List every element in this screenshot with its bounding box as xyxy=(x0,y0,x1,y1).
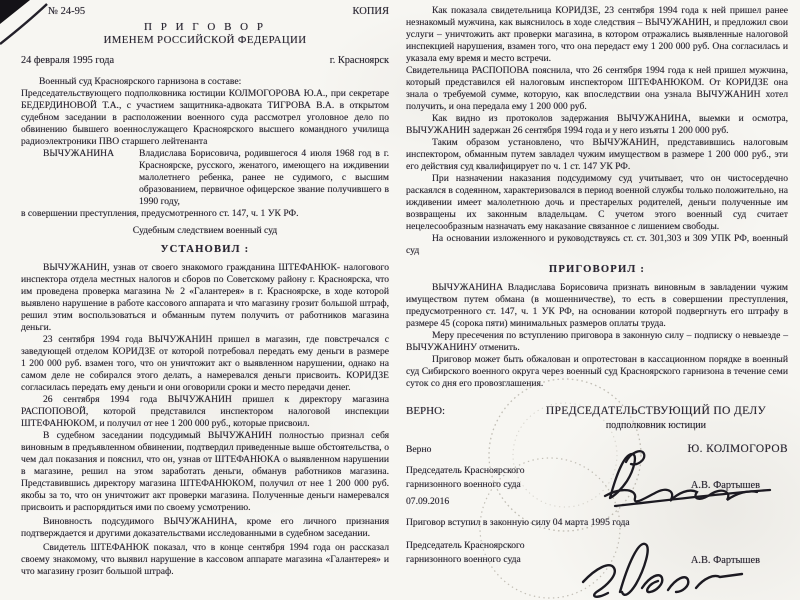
paragraph: ВЫЧУЖАНИНА Владислава Борисовича признать виновным в завладении чужим имуществом путем обмана (в мошенничестве), то есть в совершении преступления, предусмотренного ст. 147, ч. 1 УК РФ, на основании которой подвергнуть его штрафу в размере 45 (сорока пяти) минимальных размеров оплаты труда. xyxy=(406,282,788,329)
presiding-judge-name: Ю. КОЛМОГОРОВ xyxy=(687,443,788,455)
paragraph: Свидетель ШТЕФАНЮК показал, что в конце сентября 1994 года он рассказал своему знакомому, что выявил нарушение в кассовом аппарате магазина «Галантерея» и что магазину грозит большой штраф. xyxy=(21,542,389,577)
heading-prigovoril: ПРИГОВОРИЛ : xyxy=(548,264,646,275)
paragraph: Виновность подсудимого ВЫЧУЖАНИНА, кроме его личного признания подтверждается и другими доказательствами исследованными в судебном заседании. xyxy=(21,516,389,539)
presiding-judge-title: ПРЕДСЕДАТЕЛЬСТВУЮЩИЙ ПО ДЕЛУ xyxy=(545,404,766,417)
pre-heading: Судебным следствием военный суд xyxy=(132,225,278,236)
heading-ustanovil: УСТАНОВИЛ : xyxy=(160,244,250,255)
chairman-name: А.В. Фартышев xyxy=(690,480,760,491)
paragraph: Приговор может быть обжалован и опротестован в кассационном порядке в военный суд Сибирского военного округа через военный суд Красноярского гарнизона в течение семи суток со дня его провозглашения. xyxy=(406,354,788,389)
court-composition: Председательствующего подполковника юстиции КОЛМОГОРОВА Ю.А., при секретаре БЕДЕРДИНОВОЙ Т.А., с участием защитника-адвоката ТИГРОВА В.А. в открытом судебном заседании в расположении военного суда рассмотрел уголовное дело по обвинению бывшего военнослужащего Красноярского высшего командного училища радиоэлектроники ПВО старшего лейтенанта xyxy=(21,88,389,147)
chairman-title-line2: гарнизонного военного суда xyxy=(406,554,521,565)
paragraph: Меру пресечения по вступлению приговора в законную силу – подписку о невыезде – ВЫЧУЖАНИНУ отменить. xyxy=(406,330,788,353)
verdict-place: г. Красноярск xyxy=(329,55,389,66)
page-right xyxy=(400,0,800,600)
entry-into-force-line: Приговор вступил в законную силу 04 марта 1995 года xyxy=(406,517,630,528)
paragraph: На основании изложенного и руководствуясь ст. ст. 301,303 и 309 УПК РФ, военный суд xyxy=(406,233,788,256)
verdict-date: 24 февраля 1995 года xyxy=(21,55,115,66)
copy-label: КОПИЯ xyxy=(352,6,389,17)
paragraph: В судебном заседании подсудимый ВЫЧУЖАНИН полностью признал себя виновным в предъявленном обвинении, подтвердил приведенные выше обстоятельства, о чем дал показания и пояснил, что он, узнав от ШТЕФАНЮКА о выявленном нарушении в магазине, решил на этом заработать деньги, обманув работников магазина. Представившись директору магазина ШТЕФАНЮКОМ, получил от нее 1 200 000 руб. якобы за то, что он уничтожит акт проверки магазина. Полученные деньги намеревался присвоить и распорядиться ими по своему усмотрению. xyxy=(21,430,389,513)
presiding-judge-rank: подполковник юстиции xyxy=(605,420,707,431)
paragraph: Таким образом установлено, что ВЫЧУЖАНИН, представившись налоговым инспектором, обманным путем завладел чужим имуществом в размере 1 200 000 руб., эти его действия суд квалифицирует по ч. 1 ст. 147 УК РФ. xyxy=(406,137,788,172)
paragraph: Как показала свидетельница КОРИДЗЕ, 23 сентября 1994 года к ней пришел ранее незнакомый мужчина, как выяснилось в ходе следствия – ВЫЧУЖАНИН, и предложил свои услуги – уничтожить акт проверки магазина, в котором отражались выявленные налоговой инспекцией нарушения, взамен того, что она передаст ему 1 200 000 руб. Она согласилась и указала ему время и место встречи. xyxy=(406,5,788,64)
charge-line: в совершении преступления, предусмотренного ст. 147, ч. 1 УК РФ. xyxy=(21,208,299,219)
defendant-details: Владислава Борисовича, родившегося 4 июля 1968 год в г. Красноярске, русского, женатого, имеющего на иждивении малолетнего ребенка, ранее не судимого, с высшим образованием, первичное офицерское звание получившего в 1990 году, xyxy=(139,148,389,207)
paragraph: ВЫЧУЖАНИН, узнав от своего знакомого гражданина ШТЕФАНЮК- налогового инспектора отдела местных налогов и сборов по Советскому району г. Красноярска, что им проведена проверка магазина № 2 «Галантерея» в г. Красноярске, в ходе которой выявлено нарушение в работе кассового аппарата и что магазину грозит большой штраф, решил этим воспользоваться и обманным путем получить от работников магазина деньги. xyxy=(21,262,389,333)
case-number: № 24-95 xyxy=(48,6,86,17)
document-title: П Р И Г О В О Р xyxy=(144,21,266,33)
verno-label: Верно xyxy=(406,444,432,455)
paragraph: Как видно из протоколов задержания ВЫЧУЖАНИНА, выемки и осмотра, ВЫЧУЖАНИН задержан 26 сентября 1994 года и у него изъяты 1 200 000 руб. xyxy=(406,113,788,136)
paragraph: Свидетельница РАСПОПОВА пояснила, что 26 сентября 1994 года к ней пришел мужчина, который представился ей налоговым инспектором ШТЕФАНЮКОМ. От КОРИДЗЕ она знала о требуемой сумме, которую, как впоследствии она узнала ВЫЧУЖАНИН хотел получить, и она передала ему 1 200 000 руб. xyxy=(406,65,788,112)
chairman-name: А.В. Фартышев xyxy=(690,555,760,566)
chairman-title-line2: гарнизонного военного суда xyxy=(406,479,521,490)
defendant-surname: ВЫЧУЖАНИНА xyxy=(43,148,115,159)
paragraph: 26 сентября 1994 года ВЫЧУЖАНИН пришел к директору магазина РАСПОПОВОЙ, которой представился инспектором налоговой инспекции ШТЕФАНЮКОМ, и получил от нее 1 200 000 руб., которые присвоил. xyxy=(21,394,389,429)
paragraph: 23 сентября 1994 года ВЫЧУЖАНИН пришел в магазин, где повстречался с заведующей отделом КОРИДЗЕ от которой потребовал передать ему деньги в размере 1 200 000 руб. взамен того, что он уничтожит акт о выявленном нарушении, однако на самом деле не собирался этого делать, а намеревался деньги присвоить. КОРИДЗЕ согласилась передать ему деньги и они оговорили сроки и место передачи денег. xyxy=(21,334,389,393)
certification-date: 07.09.2016 xyxy=(406,496,450,507)
chairman-title-line1: Председатель Красноярского xyxy=(406,465,525,476)
document-subtitle: ИМЕНЕМ РОССИЙСКОЙ ФЕДЕРАЦИИ xyxy=(103,34,307,46)
verno-caps-label: ВЕРНО: xyxy=(406,405,446,417)
court-intro: Военный суд Красноярского гарнизона в составе: xyxy=(39,76,242,87)
chairman-title-line1: Председатель Красноярского xyxy=(406,540,525,551)
paragraph: При назначении наказания подсудимому суд учитывает, что он чистосердечно раскаялся в содеянном, характеризовался в период военной службы только положительно, на иждивении имеет малолетнюю дочь и престарелых родителей, деньги полученные им возвращены их законным владельцам. С учетом этого военный суд считает нецелесообразным назначать ему наказание связанное с лишением свободы. xyxy=(406,173,788,232)
defendant-block xyxy=(43,148,389,208)
